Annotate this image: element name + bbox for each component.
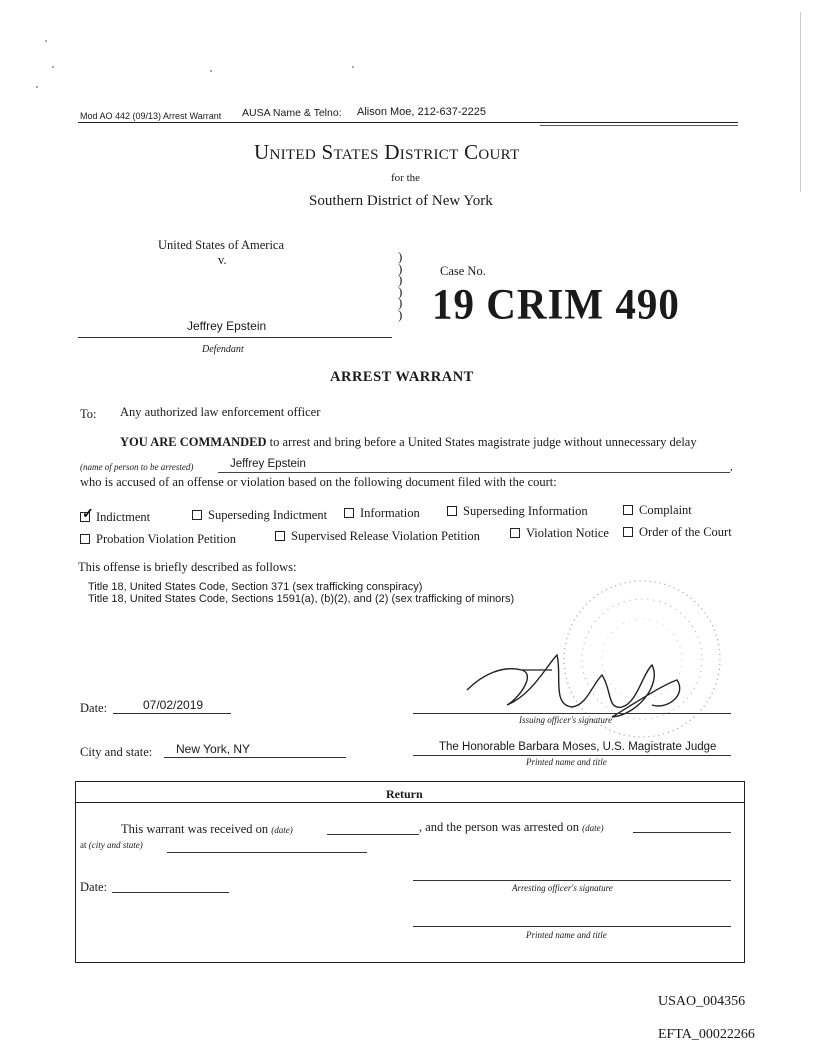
arresting-rule <box>413 880 731 881</box>
command-rest: to arrest and bring before a United States magistrate judge without unnecessary delay <box>269 435 697 449</box>
caption-parens: ) ) ) ) ) ) <box>398 249 403 322</box>
offense-line-2: Title 18, United States Code, Sections 1591(a), (b)(2), and (2) (sex trafficking of minors) <box>88 593 515 605</box>
defendant-label: Defendant <box>202 344 244 355</box>
scan-edge <box>800 12 801 192</box>
city-rule <box>164 757 346 758</box>
doc-violation-notice[interactable]: Violation Notice <box>510 526 609 541</box>
printed-rule <box>413 755 731 756</box>
return-date-rule <box>112 892 229 893</box>
checkbox-icon[interactable] <box>80 534 90 544</box>
defendant-rule <box>78 337 392 338</box>
form-id: Mod AO 442 (09/13) Arrest Warrant <box>80 111 222 121</box>
to-value: Any authorized law enforcement officer <box>120 405 321 419</box>
name-comma: , <box>730 461 733 473</box>
checkbox-icon[interactable] <box>510 528 520 538</box>
return-received-line: This warrant was received on (date) <box>121 822 293 836</box>
versus: v. <box>218 253 227 267</box>
checkbox-checked-icon[interactable] <box>80 512 90 522</box>
at-city-rule <box>167 852 367 853</box>
command-line <box>120 435 697 450</box>
checkbox-icon[interactable] <box>623 505 633 515</box>
offense-line-1: Title 18, United States Code, Section 371 (sex trafficking conspiracy) <box>88 581 423 593</box>
return-title: Return <box>386 787 423 801</box>
scan-speck <box>45 40 47 42</box>
plaintiff: United States of America <box>158 238 285 252</box>
case-number-stamp: 19 CRIM 490 <box>432 279 680 329</box>
signature-stroke <box>467 655 680 717</box>
scan-speck <box>210 70 212 72</box>
header-rule-2 <box>540 125 738 126</box>
return-printed-rule <box>413 926 731 927</box>
doc-probation-violation[interactable]: Probation Violation Petition <box>80 532 236 547</box>
bates-number-2: EFTA_00022266 <box>658 1027 755 1042</box>
scan-speck <box>36 86 38 88</box>
to-label: To: <box>80 407 97 421</box>
printed-label: Printed name and title <box>526 757 607 767</box>
checkbox-icon[interactable] <box>447 506 457 516</box>
return-box <box>75 781 745 963</box>
return-header-rule <box>75 802 745 803</box>
date-value: 07/02/2019 <box>143 698 204 712</box>
printed-name-value: The Honorable Barbara Moses, U.S. Magistrate Judge <box>439 741 717 753</box>
bates-number-1: USAO_004356 <box>658 994 746 1009</box>
doc-indictment[interactable]: ✓Indictment <box>80 510 150 525</box>
court-district: Southern District of New York <box>309 193 493 209</box>
header-rule <box>78 122 738 123</box>
date-rule <box>113 713 231 714</box>
doc-order-of-court[interactable]: Order of the Court <box>623 525 732 540</box>
return-arrested-line: , and the person was arrested on (date) <box>419 820 604 834</box>
court-title: United States District Court <box>254 140 520 164</box>
arrested-date-rule <box>633 832 731 833</box>
doc-information[interactable]: Information <box>344 506 420 521</box>
ausa-value: Alison Moe, 212-637-2225 <box>357 106 487 118</box>
return-printed-label: Printed name and title <box>526 930 607 940</box>
checkbox-icon[interactable] <box>275 531 285 541</box>
offense-intro: This offense is briefly described as follows: <box>78 560 297 574</box>
at-line: at (city and state) <box>80 840 143 850</box>
name-rule <box>218 472 730 473</box>
checkbox-icon[interactable] <box>344 508 354 518</box>
city-value: New York, NY <box>176 742 251 756</box>
checkbox-icon[interactable] <box>623 527 633 537</box>
ausa-label: AUSA Name & Telno: <box>242 107 342 119</box>
for-the: for the <box>391 172 421 184</box>
warrant-title: ARREST WARRANT <box>330 369 474 385</box>
name-value: Jeffrey Epstein <box>230 458 306 470</box>
doc-superseding-indictment[interactable]: Superseding Indictment <box>192 508 327 523</box>
doc-complaint[interactable]: Complaint <box>623 503 692 518</box>
issuing-rule <box>413 713 731 714</box>
received-date-rule <box>327 834 419 835</box>
scan-speck <box>52 66 54 68</box>
doc-supervised-release[interactable]: Supervised Release Violation Petition <box>275 529 480 544</box>
date-label: Date: <box>80 701 108 715</box>
city-label: City and state: <box>80 745 153 759</box>
arresting-label: Arresting officer's signature <box>512 883 613 893</box>
scan-speck <box>352 66 354 68</box>
issuing-label: Issuing officer's signature <box>519 715 613 725</box>
defendant-name: Jeffrey Epstein <box>187 319 267 333</box>
return-date-label: Date: <box>80 880 108 894</box>
doc-superseding-information[interactable]: Superseding Information <box>447 504 588 519</box>
case-label: Case No. <box>440 264 486 278</box>
name-label: (name of person to be arrested) <box>80 462 194 472</box>
accused-text: who is accused of an offense or violation based on the following document filed with the court: <box>80 475 557 489</box>
checkbox-icon[interactable] <box>192 510 202 520</box>
command-bold: YOU ARE COMMANDED <box>120 435 267 449</box>
